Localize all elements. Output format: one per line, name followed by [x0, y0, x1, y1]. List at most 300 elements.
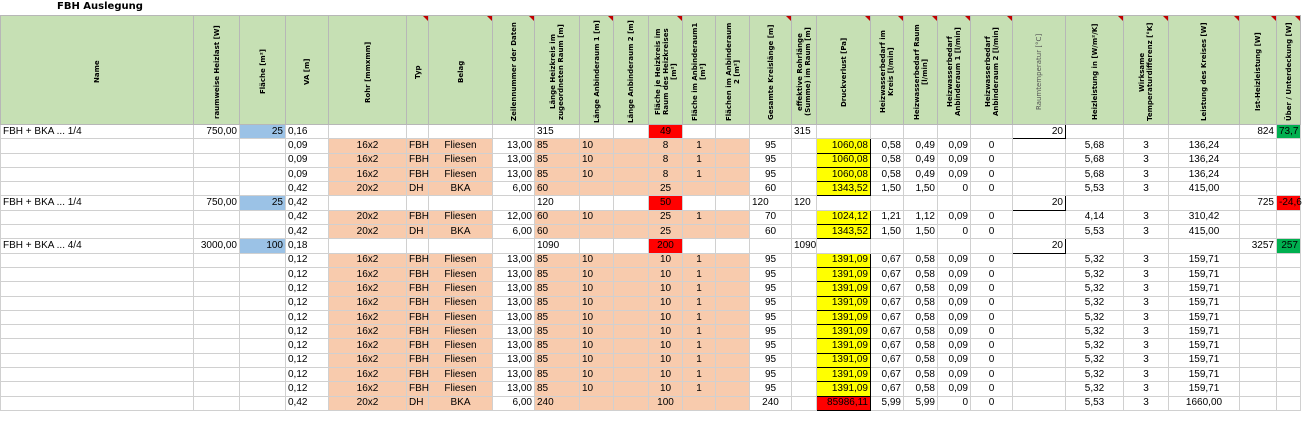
- heat-output-rate-cell[interactable]: 5,53: [1066, 396, 1124, 410]
- comment-indicator[interactable]: [898, 16, 903, 21]
- data-row-cell[interactable]: 13,00: [493, 153, 535, 167]
- flow-room-cell[interactable]: 1,50: [904, 225, 938, 239]
- connect-area-2-cell[interactable]: [716, 296, 750, 310]
- connect-length-1-cell[interactable]: 10: [580, 267, 614, 281]
- va-cell[interactable]: 0,12: [286, 368, 329, 382]
- cell[interactable]: [1, 182, 194, 196]
- cell[interactable]: [817, 125, 871, 139]
- cell[interactable]: [240, 368, 286, 382]
- covering-cell[interactable]: Fliesen: [429, 339, 493, 353]
- connect-length-1-cell[interactable]: 10: [580, 353, 614, 367]
- connect-length-2-cell[interactable]: [614, 368, 649, 382]
- flow-connect-1-cell[interactable]: 0,09: [938, 282, 971, 296]
- flow-circuit-cell[interactable]: 1,21: [871, 210, 904, 224]
- cell[interactable]: [971, 196, 1013, 210]
- room-temp-cell[interactable]: [1013, 282, 1066, 296]
- cell[interactable]: [1277, 182, 1301, 196]
- cell[interactable]: [1066, 239, 1124, 253]
- circuit-length-cell[interactable]: 85: [535, 382, 580, 396]
- pipe-cell[interactable]: 16x2: [329, 296, 407, 310]
- room-temp-cell[interactable]: 20: [1013, 196, 1066, 210]
- flow-connect-2-cell[interactable]: 0: [971, 396, 1013, 410]
- cell[interactable]: [1240, 182, 1277, 196]
- va-cell[interactable]: 0,09: [286, 139, 329, 153]
- cell[interactable]: [871, 196, 904, 210]
- circuit-area-cell[interactable]: 25: [649, 182, 683, 196]
- va-cell[interactable]: 0,12: [286, 253, 329, 267]
- covering-cell[interactable]: Fliesen: [429, 210, 493, 224]
- flow-connect-1-cell[interactable]: 0,09: [938, 253, 971, 267]
- cell[interactable]: [1, 325, 194, 339]
- data-row-cell[interactable]: 13,00: [493, 310, 535, 324]
- temp-diff-cell[interactable]: 3: [1124, 153, 1169, 167]
- total-length-cell[interactable]: 95: [750, 167, 792, 181]
- connect-length-2-cell[interactable]: [614, 296, 649, 310]
- comment-indicator[interactable]: [1118, 16, 1123, 21]
- cell[interactable]: [240, 225, 286, 239]
- column-header[interactable]: [1124, 16, 1169, 125]
- comment-indicator[interactable]: [529, 16, 534, 21]
- flow-connect-1-cell[interactable]: 0,09: [938, 210, 971, 224]
- cell[interactable]: [407, 196, 429, 210]
- circuit-length-cell[interactable]: 85: [535, 253, 580, 267]
- cell[interactable]: [1277, 167, 1301, 181]
- va-cell[interactable]: 0,12: [286, 382, 329, 396]
- flow-room-cell[interactable]: 0,58: [904, 282, 938, 296]
- va-cell[interactable]: 0,16: [286, 125, 329, 139]
- surplus-deficit-cell[interactable]: 257: [1277, 239, 1301, 253]
- heat-output-rate-cell[interactable]: 5,68: [1066, 153, 1124, 167]
- pressure-loss-cell[interactable]: 1391,09: [817, 267, 871, 281]
- cell[interactable]: [580, 196, 614, 210]
- room-temp-cell[interactable]: 20: [1013, 239, 1066, 253]
- column-header[interactable]: [1277, 16, 1301, 125]
- total-length-cell[interactable]: [750, 239, 792, 253]
- cell[interactable]: [329, 196, 407, 210]
- cell[interactable]: [938, 239, 971, 253]
- flow-connect-1-cell[interactable]: 0: [938, 225, 971, 239]
- data-row-cell[interactable]: 12,00: [493, 210, 535, 224]
- total-length-cell[interactable]: 240: [750, 396, 792, 410]
- heat-output-rate-cell[interactable]: 4,14: [1066, 210, 1124, 224]
- connect-length-1-cell[interactable]: 10: [580, 210, 614, 224]
- flow-connect-2-cell[interactable]: 0: [971, 339, 1013, 353]
- area-cell[interactable]: 25: [240, 196, 286, 210]
- cell[interactable]: [1240, 225, 1277, 239]
- temp-diff-cell[interactable]: 3: [1124, 210, 1169, 224]
- connect-length-2-cell[interactable]: [614, 253, 649, 267]
- va-cell[interactable]: 0,42: [286, 196, 329, 210]
- va-cell[interactable]: 0,12: [286, 267, 329, 281]
- total-length-cell[interactable]: 95: [750, 267, 792, 281]
- effective-length-cell[interactable]: [792, 282, 817, 296]
- temp-diff-cell[interactable]: 3: [1124, 368, 1169, 382]
- column-header[interactable]: [493, 16, 535, 125]
- cell[interactable]: [971, 239, 1013, 253]
- connect-length-1-cell[interactable]: 10: [580, 382, 614, 396]
- column-header[interactable]: [871, 16, 904, 125]
- effective-length-cell[interactable]: [792, 353, 817, 367]
- connect-area-1-cell[interactable]: 1: [683, 167, 716, 181]
- room-temp-cell[interactable]: 20: [1013, 125, 1066, 139]
- total-length-cell[interactable]: 95: [750, 296, 792, 310]
- room-temp-cell[interactable]: [1013, 139, 1066, 153]
- room-temp-cell[interactable]: [1013, 153, 1066, 167]
- pipe-cell[interactable]: 16x2: [329, 339, 407, 353]
- effective-length-cell[interactable]: [792, 396, 817, 410]
- data-row-cell[interactable]: 6,00: [493, 182, 535, 196]
- cell[interactable]: [904, 125, 938, 139]
- connect-length-1-cell[interactable]: 10: [580, 253, 614, 267]
- va-cell[interactable]: 0,12: [286, 296, 329, 310]
- actual-heat-cell[interactable]: 824: [1240, 125, 1277, 139]
- flow-connect-1-cell[interactable]: 0: [938, 182, 971, 196]
- cell[interactable]: [871, 239, 904, 253]
- cell[interactable]: [1, 353, 194, 367]
- circuit-power-cell[interactable]: 415,00: [1169, 225, 1240, 239]
- surplus-deficit-cell[interactable]: -24,6: [1277, 196, 1301, 210]
- cell[interactable]: [1277, 210, 1301, 224]
- cell[interactable]: [240, 396, 286, 410]
- cell[interactable]: [407, 125, 429, 139]
- pipe-cell[interactable]: 16x2: [329, 139, 407, 153]
- effective-length-cell[interactable]: [792, 339, 817, 353]
- cell[interactable]: [407, 239, 429, 253]
- flow-circuit-cell[interactable]: 0,67: [871, 382, 904, 396]
- cell[interactable]: [1240, 253, 1277, 267]
- connect-area-1-cell[interactable]: [683, 182, 716, 196]
- data-row-cell[interactable]: 13,00: [493, 167, 535, 181]
- pressure-loss-cell[interactable]: 1060,08: [817, 139, 871, 153]
- connect-area-2-cell[interactable]: [716, 353, 750, 367]
- heat-output-rate-cell[interactable]: 5,53: [1066, 225, 1124, 239]
- circuit-area-cell[interactable]: 10: [649, 296, 683, 310]
- connect-length-1-cell[interactable]: 10: [580, 296, 614, 310]
- va-cell[interactable]: 0,12: [286, 325, 329, 339]
- cell[interactable]: [1277, 382, 1301, 396]
- data-row-cell[interactable]: 13,00: [493, 339, 535, 353]
- flow-circuit-cell[interactable]: 0,67: [871, 368, 904, 382]
- comment-indicator[interactable]: [1007, 16, 1012, 21]
- temp-diff-cell[interactable]: 3: [1124, 382, 1169, 396]
- data-row-cell[interactable]: 13,00: [493, 353, 535, 367]
- covering-cell[interactable]: Fliesen: [429, 310, 493, 324]
- connect-length-2-cell[interactable]: [614, 139, 649, 153]
- cell[interactable]: [1277, 325, 1301, 339]
- temp-diff-cell[interactable]: 3: [1124, 139, 1169, 153]
- circuit-length-cell[interactable]: 85: [535, 267, 580, 281]
- flow-circuit-cell[interactable]: 1,50: [871, 225, 904, 239]
- va-cell[interactable]: 0,42: [286, 210, 329, 224]
- cell[interactable]: [614, 125, 649, 139]
- flow-room-cell[interactable]: 1,12: [904, 210, 938, 224]
- flow-room-cell[interactable]: 1,50: [904, 182, 938, 196]
- cell[interactable]: [240, 339, 286, 353]
- comment-indicator[interactable]: [677, 16, 682, 21]
- type-cell[interactable]: FBH: [407, 167, 429, 181]
- cell[interactable]: [938, 196, 971, 210]
- flow-connect-2-cell[interactable]: 0: [971, 296, 1013, 310]
- column-header[interactable]: [614, 16, 649, 125]
- cell[interactable]: [240, 153, 286, 167]
- type-cell[interactable]: DH: [407, 396, 429, 410]
- flow-room-cell[interactable]: 0,58: [904, 296, 938, 310]
- cell[interactable]: [683, 196, 716, 210]
- flow-circuit-cell[interactable]: 0,67: [871, 296, 904, 310]
- cell[interactable]: [1, 396, 194, 410]
- flow-connect-1-cell[interactable]: 0,09: [938, 353, 971, 367]
- effective-length-cell[interactable]: [792, 325, 817, 339]
- cell[interactable]: [194, 182, 240, 196]
- comment-indicator[interactable]: [608, 16, 613, 21]
- pipe-cell[interactable]: 20x2: [329, 210, 407, 224]
- column-header[interactable]: [817, 16, 871, 125]
- cell[interactable]: [1240, 396, 1277, 410]
- cell[interactable]: [240, 267, 286, 281]
- pipe-cell[interactable]: 16x2: [329, 382, 407, 396]
- type-cell[interactable]: FBH: [407, 325, 429, 339]
- cell[interactable]: [429, 125, 493, 139]
- pipe-cell[interactable]: 20x2: [329, 182, 407, 196]
- circuit-area-cell[interactable]: 8: [649, 167, 683, 181]
- cell[interactable]: [194, 396, 240, 410]
- heat-output-rate-cell[interactable]: 5,32: [1066, 253, 1124, 267]
- pressure-loss-cell[interactable]: 1391,09: [817, 382, 871, 396]
- surplus-deficit-cell[interactable]: 73,7: [1277, 125, 1301, 139]
- cell[interactable]: [1124, 125, 1169, 139]
- type-cell[interactable]: FBH: [407, 382, 429, 396]
- connect-length-2-cell[interactable]: [614, 167, 649, 181]
- type-cell[interactable]: DH: [407, 182, 429, 196]
- flow-connect-2-cell[interactable]: 0: [971, 368, 1013, 382]
- column-header[interactable]: [580, 16, 614, 125]
- cell[interactable]: [614, 196, 649, 210]
- flow-circuit-cell[interactable]: 0,67: [871, 267, 904, 281]
- cell[interactable]: [194, 210, 240, 224]
- circuit-length-cell[interactable]: 240: [535, 396, 580, 410]
- cell[interactable]: [493, 125, 535, 139]
- cell[interactable]: [240, 353, 286, 367]
- va-cell[interactable]: 0,18: [286, 239, 329, 253]
- cell[interactable]: [1240, 167, 1277, 181]
- cell[interactable]: [1, 153, 194, 167]
- connect-length-2-cell[interactable]: [614, 396, 649, 410]
- heat-output-rate-cell[interactable]: 5,32: [1066, 296, 1124, 310]
- data-row-cell[interactable]: 13,00: [493, 368, 535, 382]
- cell[interactable]: [194, 253, 240, 267]
- connect-length-2-cell[interactable]: [614, 153, 649, 167]
- cell[interactable]: [493, 239, 535, 253]
- room-name-cell[interactable]: FBH + BKA ... 4/4: [1, 239, 194, 253]
- circuit-area-cell[interactable]: 10: [649, 339, 683, 353]
- flow-connect-2-cell[interactable]: 0: [971, 353, 1013, 367]
- temp-diff-cell[interactable]: 3: [1124, 396, 1169, 410]
- room-temp-cell[interactable]: [1013, 310, 1066, 324]
- cell[interactable]: [1, 296, 194, 310]
- flow-connect-1-cell[interactable]: 0,09: [938, 382, 971, 396]
- cell[interactable]: [1, 139, 194, 153]
- cell[interactable]: [1240, 353, 1277, 367]
- flow-connect-1-cell[interactable]: 0,09: [938, 139, 971, 153]
- pipe-cell[interactable]: 16x2: [329, 368, 407, 382]
- room-temp-cell[interactable]: [1013, 382, 1066, 396]
- cell[interactable]: [240, 182, 286, 196]
- room-temp-cell[interactable]: [1013, 267, 1066, 281]
- connect-area-2-cell[interactable]: [716, 153, 750, 167]
- room-name-cell[interactable]: FBH + BKA ... 1/4: [1, 196, 194, 210]
- connect-length-1-cell[interactable]: 10: [580, 153, 614, 167]
- connect-length-1-cell[interactable]: [580, 182, 614, 196]
- cell[interactable]: [240, 139, 286, 153]
- type-cell[interactable]: FBH: [407, 310, 429, 324]
- effective-length-cell[interactable]: [792, 267, 817, 281]
- connect-length-1-cell[interactable]: 10: [580, 139, 614, 153]
- flow-room-cell[interactable]: 0,58: [904, 382, 938, 396]
- pipe-cell[interactable]: 20x2: [329, 396, 407, 410]
- covering-cell[interactable]: BKA: [429, 225, 493, 239]
- effective-length-cell[interactable]: [792, 382, 817, 396]
- connect-area-2-cell[interactable]: [716, 167, 750, 181]
- column-header[interactable]: [535, 16, 580, 125]
- pipe-cell[interactable]: 16x2: [329, 325, 407, 339]
- total-length-cell[interactable]: 95: [750, 310, 792, 324]
- heat-output-rate-cell[interactable]: 5,68: [1066, 139, 1124, 153]
- pipe-cell[interactable]: 16x2: [329, 153, 407, 167]
- column-header[interactable]: [971, 16, 1013, 125]
- connect-area-1-cell[interactable]: [683, 225, 716, 239]
- temp-diff-cell[interactable]: 3: [1124, 353, 1169, 367]
- column-header[interactable]: [716, 16, 750, 125]
- cell[interactable]: [1277, 396, 1301, 410]
- column-header[interactable]: [407, 16, 429, 125]
- pressure-loss-cell[interactable]: 1391,09: [817, 325, 871, 339]
- temp-diff-cell[interactable]: 3: [1124, 225, 1169, 239]
- circuit-power-cell[interactable]: 159,71: [1169, 353, 1240, 367]
- connect-length-1-cell[interactable]: [580, 396, 614, 410]
- cell[interactable]: [1277, 368, 1301, 382]
- connect-length-2-cell[interactable]: [614, 282, 649, 296]
- circuit-area-cell[interactable]: 10: [649, 353, 683, 367]
- cell[interactable]: [1277, 296, 1301, 310]
- circuit-power-cell[interactable]: 159,71: [1169, 296, 1240, 310]
- covering-cell[interactable]: Fliesen: [429, 267, 493, 281]
- room-temp-cell[interactable]: [1013, 253, 1066, 267]
- room-temp-cell[interactable]: [1013, 353, 1066, 367]
- circuit-power-cell[interactable]: 136,24: [1169, 153, 1240, 167]
- circuit-power-cell[interactable]: 159,71: [1169, 253, 1240, 267]
- cell[interactable]: [817, 239, 871, 253]
- pipe-cell[interactable]: 16x2: [329, 353, 407, 367]
- heat-output-rate-cell[interactable]: 5,53: [1066, 182, 1124, 196]
- type-cell[interactable]: DH: [407, 225, 429, 239]
- heizlast-cell[interactable]: 3000,00: [194, 239, 240, 253]
- flow-connect-1-cell[interactable]: 0,09: [938, 310, 971, 324]
- connect-length-2-cell[interactable]: [614, 182, 649, 196]
- heizlast-cell[interactable]: 750,00: [194, 125, 240, 139]
- heat-output-rate-cell[interactable]: 5,32: [1066, 282, 1124, 296]
- temp-diff-cell[interactable]: 3: [1124, 253, 1169, 267]
- room-temp-cell[interactable]: [1013, 296, 1066, 310]
- cell[interactable]: [240, 325, 286, 339]
- flow-connect-1-cell[interactable]: 0,09: [938, 325, 971, 339]
- cell[interactable]: [1, 167, 194, 181]
- effective-length-cell[interactable]: [792, 368, 817, 382]
- cell[interactable]: [329, 239, 407, 253]
- circuit-length-cell[interactable]: 85: [535, 310, 580, 324]
- effective-length-cell[interactable]: [792, 310, 817, 324]
- cell[interactable]: [194, 353, 240, 367]
- cell[interactable]: [194, 296, 240, 310]
- flow-connect-2-cell[interactable]: 0: [971, 139, 1013, 153]
- circuit-area-cell[interactable]: 8: [649, 139, 683, 153]
- connect-area-2-cell[interactable]: [716, 182, 750, 196]
- connect-area-2-cell[interactable]: [716, 267, 750, 281]
- cell[interactable]: [1124, 196, 1169, 210]
- effective-length-cell[interactable]: [792, 210, 817, 224]
- room-temp-cell[interactable]: [1013, 167, 1066, 181]
- pressure-loss-cell[interactable]: 1391,09: [817, 368, 871, 382]
- effective-length-cell[interactable]: [792, 182, 817, 196]
- column-header[interactable]: [750, 16, 792, 125]
- cell[interactable]: [1240, 310, 1277, 324]
- cell[interactable]: [194, 382, 240, 396]
- total-length-cell[interactable]: 60: [750, 225, 792, 239]
- cell[interactable]: [194, 339, 240, 353]
- column-header[interactable]: [1169, 16, 1240, 125]
- type-cell[interactable]: FBH: [407, 339, 429, 353]
- connect-length-1-cell[interactable]: 10: [580, 282, 614, 296]
- circuit-power-cell[interactable]: 159,71: [1169, 310, 1240, 324]
- circuit-power-cell[interactable]: 136,24: [1169, 139, 1240, 153]
- flow-room-cell[interactable]: 0,49: [904, 139, 938, 153]
- circuit-power-cell[interactable]: 1660,00: [1169, 396, 1240, 410]
- room-temp-cell[interactable]: [1013, 339, 1066, 353]
- circuit-length-cell[interactable]: 60: [535, 182, 580, 196]
- cell[interactable]: [1169, 196, 1240, 210]
- heat-output-rate-cell[interactable]: 5,32: [1066, 339, 1124, 353]
- covering-cell[interactable]: Fliesen: [429, 167, 493, 181]
- effective-length-cell[interactable]: 315: [792, 125, 817, 139]
- type-cell[interactable]: FBH: [407, 267, 429, 281]
- covering-cell[interactable]: Fliesen: [429, 253, 493, 267]
- cell[interactable]: [240, 167, 286, 181]
- area-per-circuit-cell[interactable]: 200: [649, 239, 683, 253]
- total-length-cell[interactable]: [750, 125, 792, 139]
- cell[interactable]: [1066, 196, 1124, 210]
- covering-cell[interactable]: BKA: [429, 182, 493, 196]
- total-length-cell[interactable]: 95: [750, 368, 792, 382]
- flow-circuit-cell[interactable]: 0,67: [871, 325, 904, 339]
- actual-heat-cell[interactable]: 725: [1240, 196, 1277, 210]
- covering-cell[interactable]: Fliesen: [429, 325, 493, 339]
- circuit-length-cell[interactable]: 85: [535, 282, 580, 296]
- flow-connect-1-cell[interactable]: 0,09: [938, 368, 971, 382]
- circuit-power-cell[interactable]: 159,71: [1169, 368, 1240, 382]
- pressure-loss-cell[interactable]: 1391,09: [817, 253, 871, 267]
- covering-cell[interactable]: Fliesen: [429, 382, 493, 396]
- cell[interactable]: [817, 196, 871, 210]
- length-cell[interactable]: 315: [535, 125, 580, 139]
- cell[interactable]: [1, 310, 194, 324]
- flow-room-cell[interactable]: 0,58: [904, 310, 938, 324]
- total-length-cell[interactable]: 95: [750, 282, 792, 296]
- temp-diff-cell[interactable]: 3: [1124, 267, 1169, 281]
- flow-room-cell[interactable]: 0,58: [904, 267, 938, 281]
- cell[interactable]: [716, 196, 750, 210]
- connect-area-1-cell[interactable]: [683, 396, 716, 410]
- cell[interactable]: [1, 225, 194, 239]
- connect-length-1-cell[interactable]: [580, 225, 614, 239]
